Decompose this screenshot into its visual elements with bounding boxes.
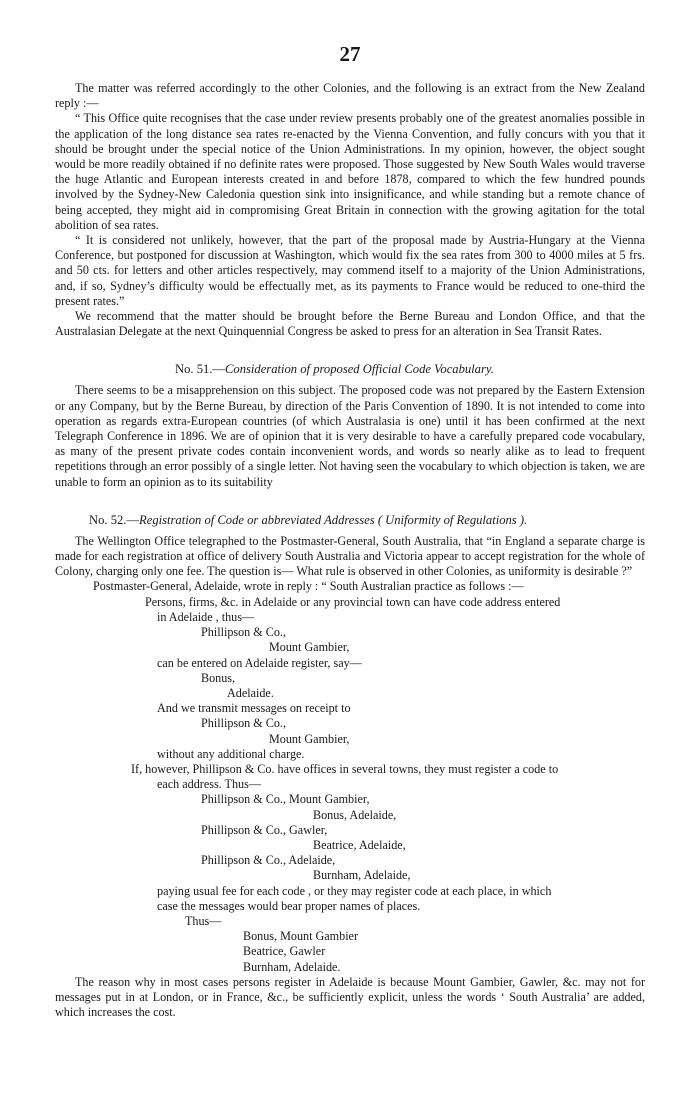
example-4-line-2: Bonus, Adelaide,	[313, 807, 397, 822]
section-52-title: Registration of Code or abbreviated Addresses ( Uniformity of Regulations ).	[139, 512, 528, 527]
example-2-line-2: Adelaide.	[227, 685, 274, 700]
nz-reply-quote-1: “ This Office quite recognises that the case under review presents probably one of the greatest anomalies possible in the application of the long distance sea rates re-enacted by the Vienna Convention, and fully concurs with you that it should be brought under the special notice of the Union Administrations. In my opinion, however, the object sought would be more readily obtained if no definite rates were proposed. Those suggested by New South Wales would traverse the huge Atlantic and European interests created in and before 1878, compared to which the few hundred pounds involved by the Sydney-New Caledonia question sink into insignificance, and while standing but a remote chance of being accepted, they might aid in compromising Great Britain in connection with the growing agitation for the total abolition of sea rates.	[55, 111, 645, 232]
example-6-line-1: Phillipson & Co., Adelaide,	[201, 853, 336, 868]
persons-line-2: in Adelaide , thus—	[157, 609, 255, 624]
can-be-entered-line: can be entered on Adelaide register, say—	[157, 655, 362, 670]
example-3-line-2: Mount Gambier,	[269, 731, 350, 746]
example-6-line-2: Burnham, Adelaide,	[313, 868, 411, 883]
section-51-title: Consideration of proposed Official Code Vocabulary.	[225, 362, 494, 377]
paying-fee-line-2: case the messages would bear proper names of places.	[157, 898, 421, 913]
section-52-body: The Wellington Office telegraphed to the Postmaster-General, South Australia, that “in England a separate charge is made for each registration at office of delivery South Australia and Victoria appear to accept registration for the whole of Colony, charging only one fee. The question is— What rule is observed in other Colonies, as uniformity is desirable ?”	[55, 533, 645, 579]
without-charge-line: without any additional charge.	[157, 746, 305, 761]
example-4-line-1: Phillipson & Co., Mount Gambier,	[201, 792, 370, 807]
section-51-body: There seems to be a misapprehension on this subject. The proposed code was not prepared by the Eastern Extension or any Company, but by the Berne Bureau, by direction of the Paris Convention of 1890. It is not intended to come into operation as regards extra-European countries (of which Australasia is one) until it has been confirmed at the next Telegraph Conference in 1896. We are of opinion that it is very desirable to have a carefully prepared code vocabulary, as many of the present private codes contain inconvenient words, and words so nearly alike as to lead to frequent repetitions through an error possibly of a single letter. Not having seen the vocabulary to which objection is taken, we are unable to form an opinion as to its suitability	[55, 383, 645, 489]
example-1-line-1: Phillipson & Co.,	[201, 625, 287, 640]
example-7-line-2: Beatrice, Gawler	[243, 944, 326, 959]
example-5-line-1: Phillipson & Co., Gawler,	[201, 822, 328, 837]
if-however-line-2: each address. Thus—	[157, 777, 261, 792]
closing-paragraph: The reason why in most cases persons register in Adelaide is because Mount Gambier, Gawler, &c. may not for messages put in at London, or in France, &c., be sufficiently explicit, unless the words ‘ South Australia’ are added, which increases the cost.	[55, 974, 645, 1020]
page-number: 27	[339, 42, 361, 66]
paying-fee-line-1: paying usual fee for each code , or they may register code at each place, in which	[157, 883, 552, 898]
if-however-line-1: If, however, Phillipson & Co. have offices in several towns, they must register a code to	[131, 761, 559, 776]
persons-line-1: Persons, firms, &c. in Adelaide or any provincial town can have code address entered	[145, 594, 561, 609]
example-3-line-1: Phillipson & Co.,	[201, 716, 287, 731]
reply-intro: Postmaster-General, Adelaide, wrote in reply : “ South Australian practice as follows :—	[93, 579, 524, 594]
nz-reply-quote-2: “ It is considered not unlikely, however, that the part of the proposal made by Austria-Hungary at the Vienna Conference, but postponed for discussion at Washington, which would fix the sea rates from 300 to 4000 miles at 5 frs. and 50 cts. for letters and other articles respectively, may commend itself to a majority of the Union Administrations, and, if so, Sydney’s difficulty would be effectually met, as its payments to France would be reduced to one-third the present rates.”	[55, 233, 645, 308]
example-5-line-2: Beatrice, Adelaide,	[313, 837, 406, 852]
example-7-line-3: Burnham, Adelaide.	[243, 959, 341, 974]
example-2-line-1: Bonus,	[201, 670, 236, 685]
example-1-line-2: Mount Gambier,	[269, 640, 350, 655]
example-7-line-1: Bonus, Mount Gambier	[243, 929, 358, 944]
section-51-heading	[55, 361, 645, 377]
thus-line: Thus—	[185, 913, 222, 928]
recommendation-paragraph: We recommend that the matter should be brought before the Berne Bureau and London Office, and that the Australasian Delegate at the next Quinquennial Congress be asked to press for an alteration in Sea Transit Rates.	[55, 309, 645, 339]
section-52-number: No. 52.—	[89, 512, 140, 527]
document-page	[55, 0, 645, 1020]
intro-paragraph: The matter was referred accordingly to the other Colonies, and the following is an extract from the New Zealand reply :—	[55, 81, 645, 111]
and-we-transmit-line: And we transmit messages on receipt to	[157, 701, 351, 716]
section-51-number: No. 51.—	[175, 362, 226, 377]
section-52-heading	[55, 512, 645, 528]
